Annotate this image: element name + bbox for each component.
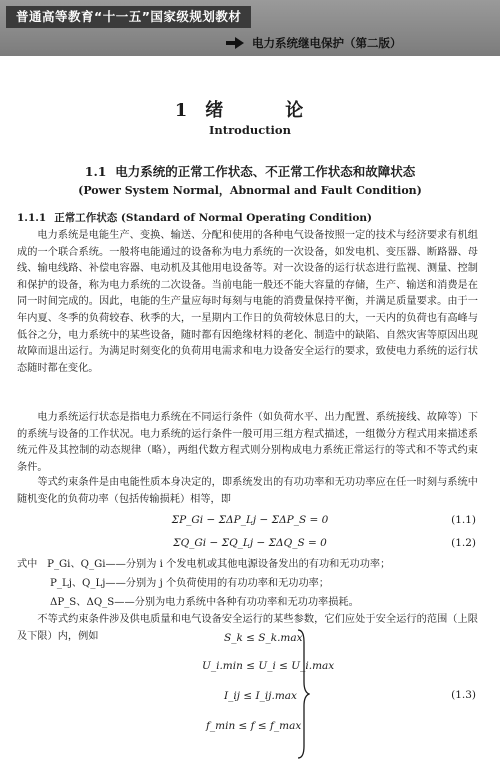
page-header-band: [0, 0, 500, 56]
equation-number: (1.2): [451, 537, 476, 549]
subsection-title: 正常工作状态 (Standard of Normal Operating Condition): [54, 212, 373, 224]
chapter-subtitle: Introduction: [209, 123, 291, 137]
section-subtitle: (Power System Normal，Abnormal and Fault Condition): [78, 184, 422, 197]
paragraph-1: 电力系统是电能生产、变换、输送、分配和使用的各种电气设备按照一定的技术与经济要求有机组成的一个联合系统。一般将电能通过的设备称为电力系统的一次设备，如发电机、变压器、断路器、母线、输电线路、补偿电容器、电动机及其他用电设备等。对一次设备的运行状态进行监视、测量、控制和保护的设备，称为电力系统的二次设备。当前电能一般还不能大容量的存储，生产、输送和消费是在同一时间完成的。因此，电能的生产量应每时每刻与电能的消费量保持平衡，并满足质量要求。由于一年内夏、冬季的负荷较春、秋季的大，一星期内工作日的负荷较休息日的大，一天内的负荷也有高峰与低谷之分，电力系统中的某些设备，随时都有因绝缘材料的老化、制造中的缺陷、自然灾害等原因出现故障而退出运行。为满足时刻变化的负荷用电需求和电力设备安全运行的要求，致使电力系统的运行状态随时都在变化。: [17, 230, 478, 374]
book-title-row: [226, 33, 402, 53]
equation-number: (1.3): [451, 689, 476, 701]
subsection-heading: [17, 210, 372, 225]
inequality-line: I_ij ≤ I_ij.max: [224, 690, 297, 702]
equation-body: ΣP_Gi − ΣΔP_Lj − ΣΔP_S = 0: [171, 514, 329, 526]
inequality-line: f_min ≤ f ≤ f_max: [206, 720, 302, 732]
chapter-number: 1: [174, 100, 190, 121]
subsection-number: 1.1.1: [17, 212, 47, 224]
paragraph-3: 等式约束条件是由电能性质本身决定的，即系统发出的有功功率和无功功率应在任一时刻与系统中随机变化的负荷功率（包括传输损耗）相等，即: [17, 477, 478, 505]
paragraph-4: 不等式约束条件涉及供电质量和电气设备安全运行的某些参数，它们应处于安全运行的范围（上限及下限）内，例如: [17, 614, 478, 642]
chapter-title: [0, 96, 500, 122]
series-title: 普通高等教育“十一五”国家级规划教材: [6, 6, 251, 28]
inequality-line: S_k ≤ S_k.max: [224, 632, 303, 644]
equation-number: (1.1): [451, 514, 476, 526]
section-title: [0, 162, 500, 180]
chapter-title-text: 绪 论: [205, 100, 326, 121]
section-title-text: 电力系统的正常工作状态、不正常工作状态和故障状态: [115, 164, 416, 179]
inequality-line: U_i.min ≤ U_i ≤ U_i.max: [202, 660, 335, 672]
where-clause: [17, 556, 390, 574]
right-brace: [296, 628, 310, 760]
book-title: 电力系统继电保护（第二版）: [252, 36, 402, 50]
paragraph-2: 电力系统运行状态是指电力系统在不同运行条件（如负荷水平、出力配置、系统接线、故障等）下的系统与设备的工作状况。电力系统的运行条件一般可用三组方程式描述，一组微分方程式用来描述系统元件及其控制的动态规律（略），两组代数方程式则分别构成电力系统正常运行的等式和不等式约束条件。: [17, 412, 478, 473]
equation-body: ΣQ_Gi − ΣQ_Lj − ΣΔQ_S = 0: [173, 537, 327, 549]
where-line: ΔP_S、ΔQ_S——分别为电力系统中各种有功功率和无功功率损耗。: [50, 597, 359, 608]
where-lead: 式中: [17, 559, 38, 570]
section-number: 1.1: [84, 164, 107, 179]
where-line: P_Lj、Q_Lj——分别为 j 个负荷使用的有功功率和无功功率；: [50, 578, 330, 589]
right-arrow-icon: [226, 37, 244, 49]
where-line: P_Gi、Q_Gi——分别为 i 个发电机或其他电源设备发出的有功和无功功率；: [47, 559, 391, 570]
